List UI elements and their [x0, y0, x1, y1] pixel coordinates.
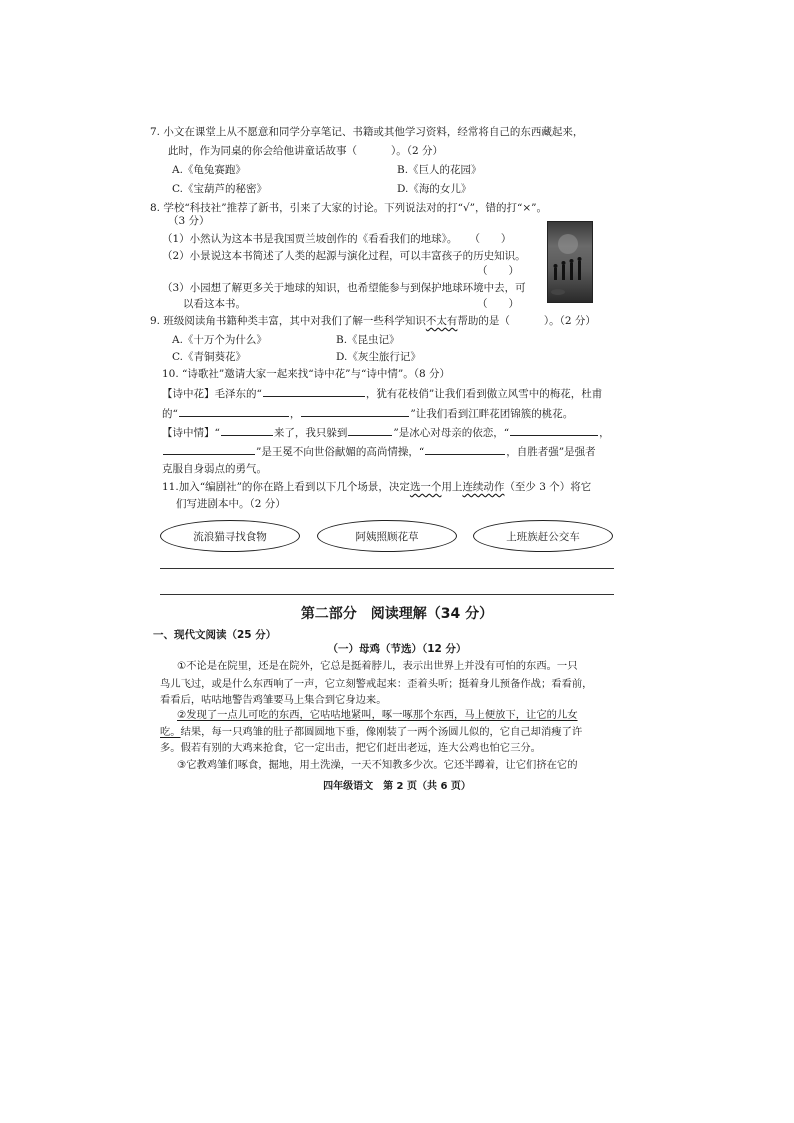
passage-p1-line3: 看看后，咕咕地警告鸡雏要马上集合到它身边来。	[160, 694, 387, 706]
q11-line1: 11.加入“编剧社”的你在路上看到以下几个场景，决定选一个用上连续动作（至少 3 个）将它	[162, 481, 592, 493]
passage-p2-line2: 吃。结果，每一只鸡雏的肚子都圆圆地下垂，像刚装了一两个汤圆儿似的，它自己却消瘦了许	[160, 726, 583, 738]
q11-line2: 们写进剧本中。（2 分）	[176, 498, 286, 510]
q8-item3a: （3）小园想了解更多关于地球的知识，也希望能参与到保护地球环境中去，可	[162, 282, 526, 294]
q9-option-d: D.《灰尘旅行记》	[336, 351, 421, 363]
blank-1[interactable]	[263, 385, 365, 397]
evolution-silhouette-icon	[548, 222, 592, 302]
q10-peach-line: 的“ ， ”让我们看到江畔花团锦簇的桃花。	[162, 405, 573, 421]
blank-3[interactable]	[301, 405, 409, 417]
q7-option-d: D.《海的女儿》	[397, 183, 472, 195]
q10-wangmian-line: ”是王冕不向世俗献媚的高尚情操，“ ，自胜者强”是强者	[162, 443, 596, 459]
q8-item2: （2）小景说这本书简述了人类的起源与演化过程，可以丰富孩子的历史知识。	[162, 250, 526, 262]
q7-option-a: A.《龟兔赛跑》	[172, 164, 246, 176]
blank-4[interactable]	[221, 424, 273, 436]
q7-option-c: C.《宝葫芦的秘密》	[172, 183, 267, 195]
q7-line1: 7. 小文在课堂上从不愿意和同学分享笔记、书籍或其他学习资料，经常将自己的东西藏起来，	[150, 126, 584, 138]
blank-2[interactable]	[179, 405, 289, 417]
section-heading: 一、现代文阅读（25 分）	[153, 629, 277, 641]
q10-poem-flower-line: 【诗中花】毛泽东的“ ，犹有花枝俏”让我们看到傲立风雪中的梅花，杜甫	[162, 385, 602, 401]
scene-option-flowers[interactable]: 阿姨照顾花草	[317, 520, 457, 552]
q9-option-c: C.《青铜葵花》	[172, 351, 246, 363]
answer-line-1[interactable]	[160, 568, 614, 569]
q10-line1: 10. “诗歌社”邀请大家一起来找“诗中花”与“诗中情”。（8 分）	[162, 368, 451, 380]
passage-p1-line2: 鸟儿飞过，或是什么东西响了一声，它立刻警戒起来：歪着头听；挺着身儿预备作战；看看前，	[160, 678, 593, 690]
scene-option-cat[interactable]: 流浪猫寻找食物	[160, 520, 300, 552]
passage-p3-line1: ③它教鸡雏们啄食，掘地，用土洗澡，一天不知教多少次。它还半蹲着，让它们挤在它的	[177, 759, 578, 771]
q8-item3-paren: （ ）	[477, 298, 519, 310]
blank-7[interactable]	[163, 443, 255, 455]
page-footer: 四年级语文 第 2 页（共 6 页）	[323, 781, 471, 792]
q8-item1: （1）小然认为这本书是我国贾兰坡创作的《看看我们的地球》。 （ ）	[162, 233, 512, 245]
q7-line2: 此时，作为同桌的你会给他讲童话故事（ ）。（2 分）	[168, 145, 444, 157]
q7-option-b: B.《巨人的花园》	[397, 164, 482, 176]
q9-line1: 9. 班级阅读角书籍种类丰富，其中对我们了解一些科学知识不太有帮助的是（ ）。（2 分）	[150, 315, 596, 327]
q9-option-a: A.《十万个为什么》	[172, 334, 267, 346]
q8-item2-paren: （ ）	[477, 265, 519, 277]
book-cover-image	[547, 221, 593, 303]
q9-option-b: B.《昆虫记》	[336, 334, 400, 346]
q8-line1: 8. 学校“科技社”推荐了新书，引来了大家的讨论。下列说法对的打“√”，错的打“×”。	[150, 202, 548, 214]
passage-p1-line1: ①不论是在院里，还是在院外，它总是挺着脖儿，表示出世界上并没有可怕的东西。一只	[177, 660, 578, 672]
answer-line-2[interactable]	[160, 594, 614, 595]
blank-6[interactable]	[510, 424, 598, 436]
blank-8[interactable]	[425, 443, 505, 455]
passage-p2-line3: 多。假若有别的大鸡来抢食，它一定出击，把它们赶出老远，连大公鸡也怕它三分。	[160, 742, 541, 754]
q8-item3b: 以看这本书。	[183, 298, 246, 310]
q10-poem-feeling-line: 【诗中情】“ 来了，我只躲到 ”是冰心对母亲的依恋，“ ，	[162, 424, 610, 440]
blank-5[interactable]	[348, 424, 392, 436]
part2-title: 第二部分 阅读理解（34 分）	[300, 606, 494, 622]
q8-score: （3 分）	[168, 215, 210, 227]
q10-courage-line: 克服自身弱点的勇气。	[162, 463, 267, 475]
passage-title: （一）母鸡（节选）（12 分）	[327, 643, 467, 655]
passage-p2-line1: ②发现了一点儿可吃的东西，它咕咕地紧叫，啄一啄那个东西，马上便放下，让它的儿女	[177, 709, 578, 721]
scene-option-bus[interactable]: 上班族赶公交车	[473, 520, 613, 552]
